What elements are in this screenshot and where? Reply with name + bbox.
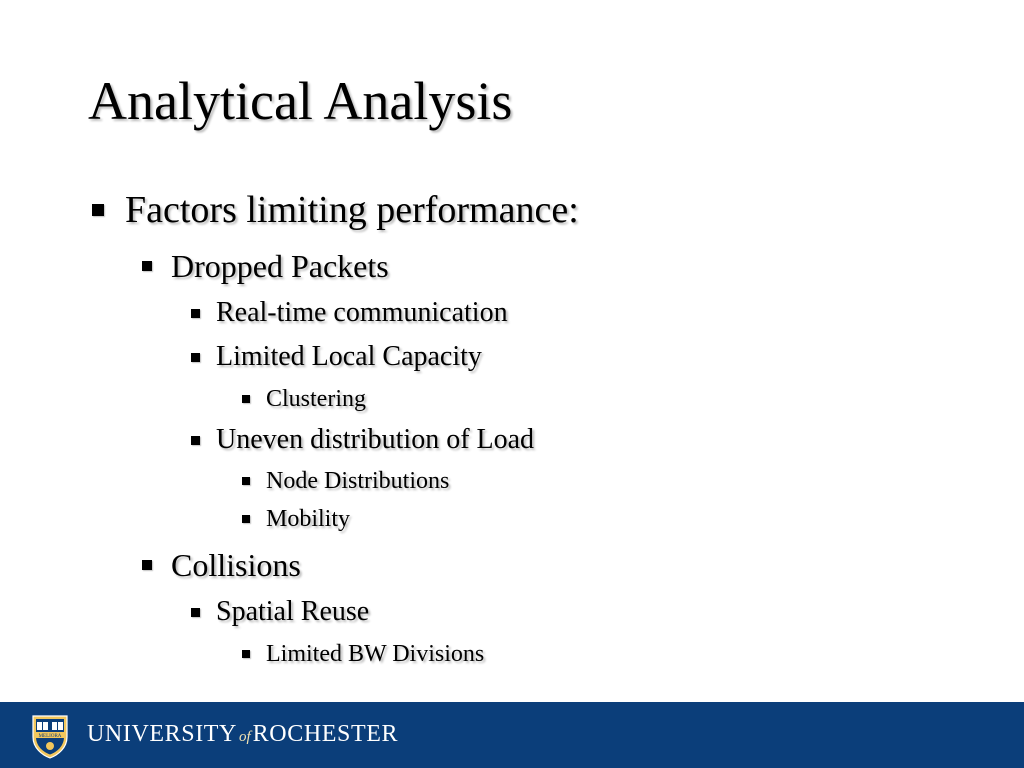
bullet-item-level-3: Limited Local Capacity (216, 341, 482, 372)
bullet-marker (191, 309, 200, 318)
bullet-item-level-4: Node Distributions (266, 468, 450, 494)
bullet-marker (191, 436, 200, 445)
bullet-item-level-4: Clustering (266, 386, 366, 412)
wordmark-university: UNIVERSITY (87, 721, 237, 747)
university-seal-icon (27, 713, 73, 759)
bullet-marker (142, 560, 152, 570)
slide-title: Analytical Analysis (88, 71, 513, 131)
bullet-marker (242, 477, 250, 485)
bullet-marker (92, 204, 104, 216)
bullet-marker (142, 261, 152, 271)
university-wordmark (87, 719, 398, 749)
bullet-item-level-2: Dropped Packets (171, 248, 389, 284)
wordmark-rochester: ROCHESTER (252, 721, 399, 747)
bullet-marker (242, 650, 250, 658)
seal-motto: MELIORA (38, 734, 62, 739)
bullet-item-level-2: Collisions (171, 547, 301, 583)
bullet-marker (242, 395, 250, 403)
bullet-marker (242, 515, 250, 523)
bullet-item-level-3: Real-time communication (216, 297, 508, 328)
bullet-marker (191, 353, 200, 362)
footer-bar (0, 702, 1024, 768)
bullet-item-level-3: Uneven distribution of Load (216, 424, 535, 455)
wordmark-of: of (239, 729, 251, 745)
bullet-item-level-4: Limited BW Divisions (266, 641, 485, 667)
bullet-marker (191, 608, 200, 617)
bullet-item-level-1: Factors limiting performance: (125, 189, 579, 231)
bullet-item-level-3: Spatial Reuse (216, 596, 370, 627)
bullet-item-level-4: Mobility (266, 506, 351, 532)
